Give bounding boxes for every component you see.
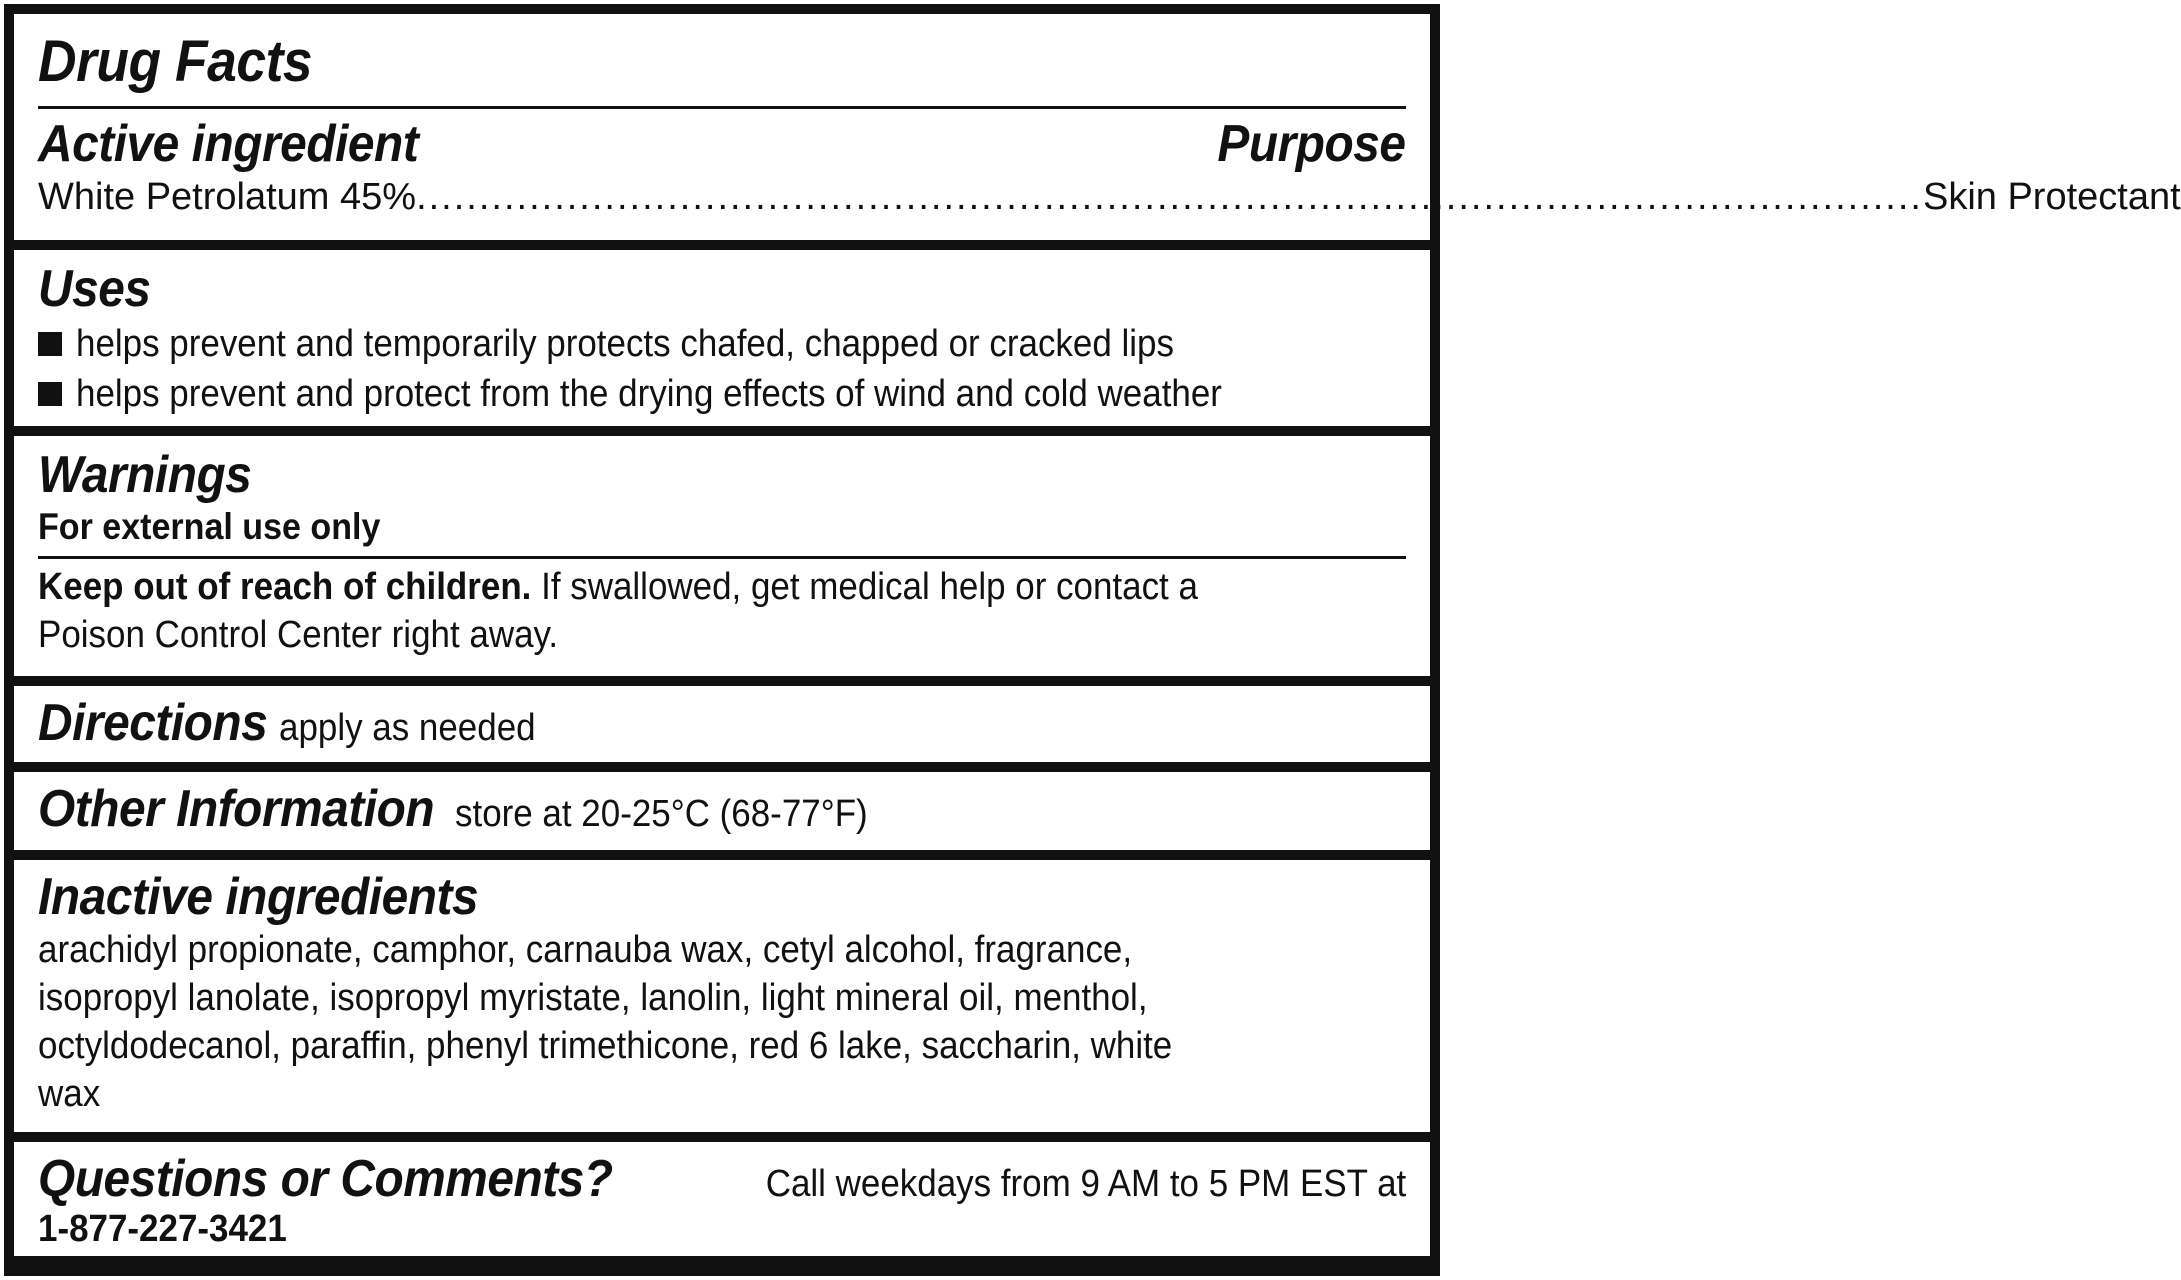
directions-panel [14, 686, 1430, 762]
directions-heading: Directions [38, 694, 268, 752]
inactive-line-4: wax [38, 1073, 101, 1115]
keep-out-line [38, 563, 1297, 611]
uses-panel [14, 250, 1430, 426]
inactive-line-3: octyldodecanol, paraffin, phenyl trimethicone, red 6 lake, saccharin, white [38, 1025, 1173, 1067]
inactive-ingredients-panel [14, 860, 1430, 1132]
keep-out-bold: Keep out of reach of children. [38, 566, 532, 608]
drug-facts-title: Drug Facts [38, 29, 313, 94]
drug-facts-label [4, 4, 2181, 1276]
uses-heading: Uses [38, 260, 151, 318]
warnings-panel [14, 436, 1430, 676]
phone-number: 1-877-227-3421 [38, 1208, 287, 1250]
inactive-line-1: arachidyl propionate, camphor, carnauba wax, cetyl alcohol, fragrance, [38, 929, 1133, 971]
leader-dots: ........................................................................................................................ [416, 176, 1923, 218]
square-bullet-icon [38, 332, 62, 356]
keep-out-text: If swallowed, get medical help or contact a [531, 566, 1198, 608]
external-use-note: For external use only [38, 506, 381, 547]
warnings-divider [38, 556, 1406, 559]
purpose-heading: Purpose [1217, 115, 1406, 173]
uses-item-1: helps prevent and temporarily protects chafed, chapped or cracked lips [76, 323, 1174, 365]
square-bullet-icon [38, 382, 62, 406]
purpose-value: Skin Protectant [1922, 176, 2181, 218]
inactive-ingredients-heading: Inactive ingredients [38, 868, 479, 926]
keep-out-text-2: Poison Control Center right away. [38, 614, 559, 656]
questions-heading: Questions or Comments? [38, 1150, 613, 1208]
inactive-line-2: isopropyl lanolate, isopropyl myristate, lanolin, light mineral oil, menthol, [38, 977, 1148, 1019]
warnings-heading: Warnings [38, 446, 252, 504]
active-ingredient-heading: Active ingredient [38, 115, 419, 173]
questions-text: Call weekdays from 9 AM to 5 PM EST at [765, 1163, 1406, 1205]
directions-text: apply as needed [279, 707, 536, 749]
uses-item-2: helps prevent and protect from the drying effects of wind and cold weather [76, 373, 1222, 415]
active-ingredient-value: White Petrolatum 45% [38, 176, 417, 218]
other-info-panel [14, 772, 1430, 850]
questions-panel [14, 1142, 1430, 1256]
title-divider [38, 106, 1406, 109]
list-item [38, 320, 1406, 368]
other-info-text: store at 20-25°C (68-77°F) [454, 793, 868, 835]
active-ingredient-panel [14, 14, 2181, 240]
list-item [38, 370, 1406, 418]
other-info-heading: Other Information [38, 780, 435, 838]
